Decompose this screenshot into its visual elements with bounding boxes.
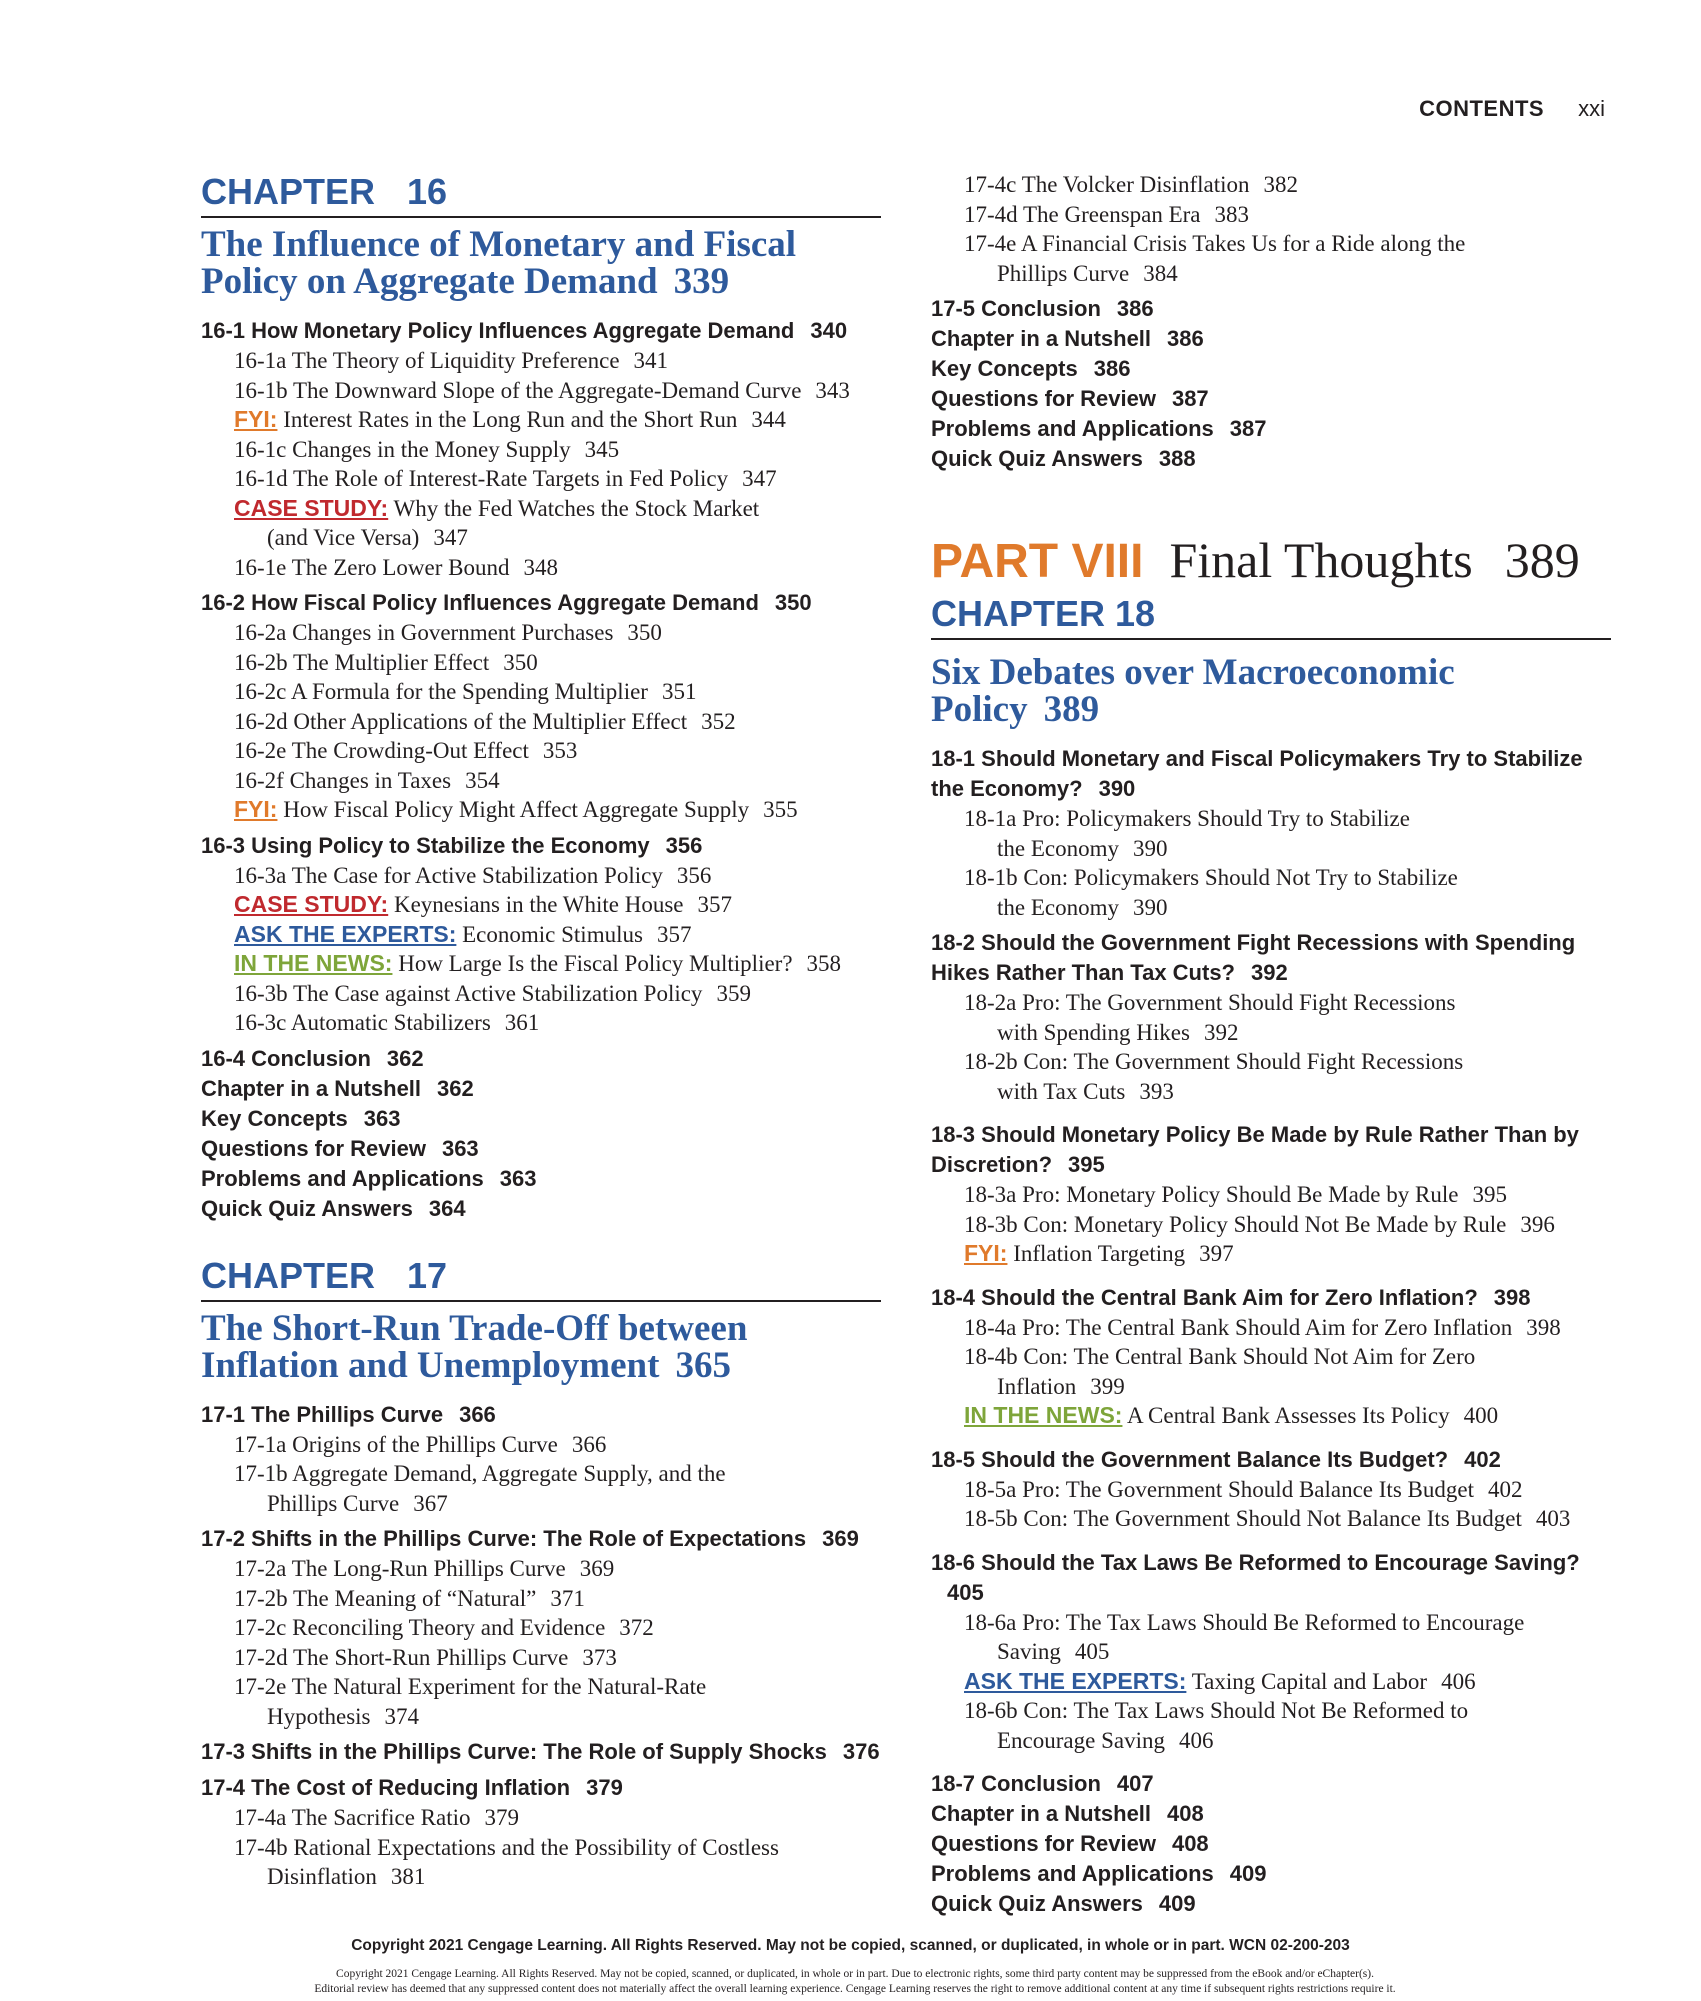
subsection-title: 18-3b Con: Monetary Policy Should Not Be Made by Rule [964, 1211, 1507, 1237]
toc-section[interactable] [201, 1737, 881, 1767]
toc-section[interactable] [931, 1445, 1611, 1475]
chapter-17-title[interactable] [201, 1307, 881, 1386]
page-number: 363 [441, 1135, 479, 1161]
rights-notice-line2: Editorial review has deemed that any suppressed content does not materially affect the overall learning experience. Cengage Learning reserves the right to remove additional content at any time if subsequent rights restrictions require it. [314, 1983, 1396, 1995]
toc-subsection[interactable] [201, 1554, 881, 1584]
page-number: 396 [1520, 1211, 1555, 1237]
section-title: 18-1 Should Monetary and Fiscal Policymakers Try to Stabilize [931, 746, 1583, 771]
page-number: 356 [665, 832, 703, 858]
ask-the-experts-tag: ASK THE EXPERTS: [234, 920, 457, 947]
header-title: CONTENTS [1419, 96, 1545, 121]
toc-subsection[interactable] [931, 1504, 1611, 1534]
page-number: 345 [584, 436, 620, 462]
section-title: 18-2 Should the Government Fight Recessions with Spending [931, 930, 1576, 955]
section-title: 16-3 Using Policy to Stabilize the Economy [201, 832, 650, 858]
toc-feature-in-the-news[interactable] [201, 949, 881, 979]
subsection-title: 16-2d Other Applications of the Multiplier Effect [234, 708, 688, 734]
subsection-title: 17-4c The Volcker Disinflation [964, 172, 1250, 197]
toc-subsection[interactable] [931, 1475, 1611, 1505]
toc-end-item[interactable] [931, 414, 1611, 444]
fyi-tag: FYI: [234, 796, 278, 822]
page-number: 363 [499, 1165, 537, 1191]
toc-subsection[interactable] [201, 435, 881, 465]
page-number: 395 [1472, 1182, 1507, 1207]
toc-end-item[interactable] [201, 1164, 881, 1194]
subsection-title: 16-3b The Case against Active Stabilization Policy [234, 980, 703, 1006]
toc-subsection[interactable] [931, 1210, 1611, 1240]
subsection-title-cont: Phillips Curve [997, 260, 1130, 286]
toc-subsection[interactable] [201, 736, 881, 766]
subsection-title: 17-4e A Financial Crisis Takes Us for a Ride along the [964, 231, 1466, 256]
chapter-16-label: CHAPTER 16 [201, 170, 881, 218]
subsection-title: 18-6a Pro: The Tax Laws Should Be Reformed to Encourage [964, 1609, 1525, 1635]
toc-subsection[interactable] [931, 1180, 1611, 1210]
chapter-18-title-line1: Six Debates over Macroeconomic [931, 652, 1455, 693]
subsection-title: 16-2b The Multiplier Effect [234, 649, 490, 675]
toc-subsection[interactable] [931, 229, 1611, 288]
page-number: 367 [413, 1490, 448, 1516]
page-number: 403 [1535, 1506, 1571, 1531]
page-number: 358 [806, 951, 842, 976]
toc-end-item[interactable] [201, 1104, 881, 1134]
page-number: 393 [1139, 1078, 1174, 1104]
toc-subsection[interactable] [201, 648, 881, 678]
subsection-title-cont: Inflation [997, 1373, 1077, 1399]
toc-subsection[interactable] [931, 1047, 1611, 1106]
subsection-title: 18-3a Pro: Monetary Policy Should Be Made by Rule [964, 1182, 1459, 1207]
chapter-16-title-line1: The Influence of Monetary and Fiscal [201, 224, 797, 265]
case-study-tag: CASE STUDY: [234, 891, 389, 917]
page-number: 388 [1158, 446, 1196, 471]
chapter-18-page: 389 [1043, 689, 1100, 730]
subsection-title: 16-2c A Formula for the Spending Multiplier [234, 679, 648, 704]
toc-feature-in-the-news[interactable] [931, 1401, 1611, 1431]
subsection-title-cont: Disinflation [267, 1864, 377, 1889]
feature-title: A Central Bank Assesses Its Policy [1126, 1403, 1450, 1428]
toc-section[interactable] [201, 831, 881, 861]
toc-subsection[interactable] [201, 1008, 881, 1038]
section-title: 17-3 Shifts in the Phillips Curve: The Role of Supply Shocks [201, 1739, 827, 1764]
page-number: 361 [504, 1010, 540, 1035]
subsection-title: 18-2a Pro: The Government Should Fight Recessions [964, 990, 1456, 1015]
copyright-notice: Copyright 2021 Cengage Learning. All Rights Reserved. May not be copied, scanned, or duplicated, in whole or in part. WCN 02-200-203 [351, 1937, 1350, 1954]
section-title-cont: Hikes Rather Than Tax Cuts? [931, 960, 1235, 985]
feature-title: Inflation Targeting [1013, 1241, 1186, 1266]
subsection-title: 16-3a The Case for Active Stabilization Policy [234, 862, 663, 888]
toc-subsection[interactable] [201, 1803, 881, 1833]
chapter-17-page: 365 [675, 1344, 731, 1386]
page-number: 362 [437, 1075, 474, 1101]
subsection-title: 17-1b Aggregate Demand, Aggregate Supply, and the [234, 1461, 726, 1486]
subsection-title: 18-2b Con: The Government Should Fight Recessions [964, 1049, 1464, 1074]
toc-end-item[interactable] [931, 384, 1611, 414]
subsection-title: 17-4b Rational Expectations and the Possibility of Costless [234, 1834, 779, 1860]
page-number: 356 [676, 862, 712, 888]
page-number: 354 [465, 767, 500, 793]
toc-end-item[interactable] [931, 1799, 1611, 1829]
end-item-title: Chapter in a Nutshell [931, 1801, 1152, 1826]
toc-subsection[interactable] [201, 1613, 881, 1643]
toc-subsection[interactable] [201, 707, 881, 737]
in-the-news-tag: IN THE NEWS: [234, 950, 393, 976]
page-number: 362 [386, 1045, 424, 1071]
page-number: 355 [763, 797, 798, 822]
page-number: 381 [390, 1864, 426, 1889]
page-number: 382 [1263, 172, 1299, 197]
feature-title-cont: (and Vice Versa) [267, 525, 420, 550]
page-number: 350 [503, 649, 538, 675]
subsection-title-cont: Encourage Saving [997, 1727, 1165, 1753]
page-number: 390 [1098, 776, 1136, 801]
chapter-18-title[interactable] [931, 654, 1611, 728]
end-item-title: Key Concepts [201, 1105, 348, 1131]
end-item-title: Chapter in a Nutshell [201, 1075, 422, 1101]
page-number: 364 [428, 1195, 466, 1221]
page-number: 374 [384, 1703, 419, 1729]
toc-subsection[interactable] [931, 1342, 1611, 1401]
page-number: 400 [1463, 1403, 1499, 1428]
page-number: 387 [1171, 386, 1209, 411]
page-number: 372 [619, 1615, 654, 1640]
toc-section[interactable] [931, 1120, 1611, 1180]
end-item-title: Quick Quiz Answers [201, 1195, 413, 1221]
subsection-title-cont: Hypothesis [267, 1703, 371, 1729]
page-number: 395 [1068, 1152, 1105, 1177]
page-number: 386 [1116, 296, 1154, 321]
page-number: 347 [433, 525, 468, 550]
toc-subsection[interactable] [201, 1833, 881, 1892]
subsection-title: 16-2a Changes in Government Purchases [234, 620, 614, 645]
end-item-title: Questions for Review [931, 1831, 1156, 1856]
toc-end-item[interactable] [201, 1134, 881, 1164]
toc-subsection[interactable] [931, 170, 1611, 200]
toc-subsection[interactable] [201, 1430, 881, 1460]
page-number: 350 [627, 620, 662, 645]
page-number: 357 [697, 892, 733, 917]
end-item-title: Questions for Review [931, 386, 1156, 411]
page-number: 390 [1133, 894, 1168, 920]
page-number: 387 [1229, 416, 1267, 441]
part-page: 389 [1504, 532, 1580, 588]
subsection-title: 17-2e The Natural Experiment for the Natural-Rate [234, 1674, 707, 1699]
subsection-title-cont: Phillips Curve [267, 1490, 400, 1516]
fyi-tag: FYI: [234, 406, 278, 432]
chapter-17-title-line1: The Short-Run Trade-Off between [201, 1307, 748, 1349]
page-number: 351 [661, 679, 697, 704]
subsection-title: 18-1a Pro: Policymakers Should Try to Stabilize [964, 806, 1410, 831]
toc-subsection[interactable] [931, 1313, 1611, 1343]
subsection-title-cont: the Economy [997, 894, 1119, 920]
section-title: 17-1 The Phillips Curve [201, 1401, 444, 1427]
feature-title: Taxing Capital and Labor [1191, 1668, 1428, 1694]
toc-feature-ask-the-experts[interactable] [201, 920, 881, 950]
toc-end-item[interactable] [931, 1859, 1611, 1889]
toc-feature-case-study[interactable] [201, 494, 881, 553]
toc-section[interactable] [931, 1769, 1611, 1799]
chapter-16-title[interactable] [201, 226, 881, 300]
end-item-title: Key Concepts [931, 356, 1078, 381]
subsection-title: 18-4b Con: The Central Bank Should Not Aim for Zero [964, 1344, 1476, 1369]
feature-title: Economic Stimulus [462, 921, 643, 947]
subsection-title: 16-1d The Role of Interest-Rate Targets in Fed Policy [234, 466, 729, 491]
page-number: 352 [701, 708, 736, 734]
page-number: 350 [774, 590, 812, 615]
case-study-tag: CASE STUDY: [234, 494, 389, 521]
toc-subsection[interactable] [201, 1584, 881, 1614]
toc-subsection[interactable] [201, 766, 881, 796]
subsection-title: 17-2c Reconciling Theory and Evidence [234, 1615, 606, 1640]
page-number: 340 [810, 318, 848, 343]
page-number: 390 [1133, 835, 1168, 861]
part-title: Final Thoughts [1169, 532, 1473, 588]
toc-feature-ask-the-experts[interactable] [931, 1667, 1611, 1697]
toc-section[interactable] [201, 1524, 881, 1554]
end-item-title: Quick Quiz Answers [931, 1891, 1143, 1916]
page-number: 357 [656, 921, 692, 947]
toc-section[interactable] [931, 928, 1611, 988]
header-page-number: xxi [1578, 96, 1605, 121]
toc-subsection[interactable] [931, 988, 1611, 1047]
page-number: 384 [1143, 260, 1178, 286]
feature-title: Keynesians in the White House [393, 892, 684, 917]
page-number: 379 [484, 1805, 520, 1830]
page-header [1419, 96, 1605, 122]
rights-notice [190, 1967, 1520, 1997]
feature-title: Why the Fed Watches the Stock Market [393, 495, 760, 521]
subsection-title-cont: with Tax Cuts [997, 1078, 1126, 1104]
toc-section[interactable] [931, 744, 1611, 804]
subsection-title-cont: Saving [997, 1639, 1061, 1664]
subsection-title: 18-6b Con: The Tax Laws Should Not Be Reformed to [964, 1698, 1469, 1723]
chapter-16-title-line2: Policy on Aggregate Demand [201, 261, 658, 302]
subsection-title: 18-5b Con: The Government Should Not Balance Its Budget [964, 1506, 1522, 1531]
toc-subsection[interactable] [201, 346, 881, 376]
page-number: 392 [1203, 1019, 1239, 1045]
end-item-title: Questions for Review [201, 1135, 426, 1161]
subsection-title: 16-1a The Theory of Liquidity Preference [234, 348, 620, 373]
page-number: 371 [550, 1585, 585, 1611]
toc-end-item[interactable] [201, 1194, 881, 1224]
toc-end-item[interactable] [201, 1074, 881, 1104]
section-title: 16-1 How Monetary Policy Influences Aggregate Demand [201, 318, 795, 343]
in-the-news-tag: IN THE NEWS: [964, 1402, 1123, 1428]
toc-subsection[interactable] [201, 464, 881, 494]
section-title: 18-4 Should the Central Bank Aim for Zero Inflation? [931, 1284, 1478, 1310]
toc-section[interactable] [201, 588, 881, 618]
page-number: 398 [1526, 1314, 1561, 1340]
page-number: 343 [815, 377, 850, 403]
subsection-title: 17-4a The Sacrifice Ratio [234, 1805, 471, 1830]
toc-subsection[interactable] [201, 1643, 881, 1673]
chapter-18-title-line2: Policy [931, 689, 1028, 730]
subsection-title: 16-2f Changes in Taxes [234, 767, 452, 793]
page-number: 359 [716, 980, 751, 1006]
toc-subsection[interactable] [201, 1459, 881, 1518]
page-number: 386 [1093, 356, 1131, 381]
section-title: 17-2 Shifts in the Phillips Curve: The Role of Expectations [201, 1526, 807, 1551]
toc-feature-case-study[interactable] [201, 890, 881, 920]
section-title: 16-4 Conclusion [201, 1045, 371, 1071]
subsection-title: 17-1a Origins of the Phillips Curve [234, 1431, 558, 1457]
subsection-title: 16-3c Automatic Stabilizers [234, 1010, 491, 1035]
page-number: 344 [751, 407, 786, 432]
subsection-title-cont: with Spending Hikes [997, 1019, 1190, 1045]
page-number: 366 [459, 1401, 496, 1427]
right-column [931, 170, 1611, 1919]
page-number: 392 [1251, 960, 1288, 985]
ask-the-experts-tag: ASK THE EXPERTS: [964, 1667, 1187, 1694]
page-number: 405 [947, 1579, 984, 1605]
page-number: 398 [1493, 1284, 1531, 1310]
page-number: 373 [582, 1644, 617, 1670]
feature-title: How Large Is the Fiscal Policy Multiplier? [398, 951, 793, 976]
left-column [201, 170, 881, 1892]
feature-title: Interest Rates in the Long Run and the Short Run [283, 407, 738, 432]
toc-feature-fyi[interactable] [201, 405, 881, 435]
end-item-title: Problems and Applications [931, 1861, 1214, 1886]
chapter-17-title-line2: Inflation and Unemployment [201, 1344, 660, 1386]
section-title: 18-6 Should the Tax Laws Be Reformed to Encourage Saving? [931, 1549, 1580, 1575]
section-title: 18-7 Conclusion [931, 1771, 1101, 1796]
part-label: PART VIII [931, 535, 1144, 588]
page-number: 347 [742, 466, 777, 491]
toc-subsection[interactable] [931, 804, 1611, 863]
toc-subsection[interactable] [931, 1696, 1611, 1755]
end-item-title: Quick Quiz Answers [931, 446, 1143, 471]
rights-notice-line1: Copyright 2021 Cengage Learning. All Rights Reserved. May not be copied, scanned, or duplicated, in whole or in part. Due to electronic rights, some third party content may be suppressed from the eBook and/or eChapter(s). [336, 1968, 1374, 1980]
toc-section[interactable] [931, 1548, 1611, 1608]
toc-subsection[interactable] [201, 618, 881, 648]
page-number: 409 [1229, 1861, 1267, 1886]
page-number: 402 [1464, 1446, 1501, 1472]
section-title-cont: the Economy? [931, 776, 1083, 801]
fyi-tag: FYI: [964, 1240, 1008, 1266]
page-number: 406 [1441, 1668, 1476, 1694]
subsection-title: 17-2d The Short-Run Phillips Curve [234, 1644, 569, 1670]
section-title-cont: Discretion? [931, 1152, 1053, 1177]
page-number: 366 [571, 1431, 607, 1457]
subsection-title: 17-4d The Greenspan Era [964, 201, 1201, 227]
section-title: 18-3 Should Monetary Policy Be Made by Rule Rather Than by [931, 1122, 1579, 1147]
toc-subsection[interactable] [931, 863, 1611, 922]
page-number: 386 [1167, 326, 1204, 351]
subsection-title: 16-1e The Zero Lower Bound [234, 554, 510, 580]
section-title: 17-5 Conclusion [931, 296, 1101, 321]
toc-subsection[interactable] [201, 1672, 881, 1731]
part-heading[interactable] [931, 530, 1611, 592]
toc-feature-fyi[interactable] [201, 795, 881, 825]
chapter-16-page: 339 [673, 261, 730, 302]
toc-section[interactable] [201, 316, 881, 346]
page-number: 402 [1487, 1476, 1523, 1502]
toc-subsection[interactable] [201, 979, 881, 1009]
section-title: 17-4 The Cost of Reducing Inflation [201, 1775, 571, 1800]
subsection-title: 18-5a Pro: The Government Should Balance Its Budget [964, 1476, 1474, 1502]
toc-subsection[interactable] [201, 553, 881, 583]
page-number: 369 [822, 1526, 859, 1551]
subsection-title: 17-2b The Meaning of “Natural” [234, 1585, 537, 1611]
toc-section[interactable] [201, 1400, 881, 1430]
subsection-title: 16-1c Changes in the Money Supply [234, 436, 571, 462]
page-number: 407 [1116, 1771, 1154, 1796]
section-title: 16-2 How Fiscal Policy Influences Aggregate Demand [201, 590, 759, 615]
subsection-title: 16-1b The Downward Slope of the Aggregate-Demand Curve [234, 377, 802, 403]
page-number: 383 [1214, 201, 1250, 227]
chapter-18-label: CHAPTER 18 [931, 592, 1611, 640]
toc-end-item[interactable] [931, 354, 1611, 384]
subsection-title: 18-1b Con: Policymakers Should Not Try to Stabilize [964, 865, 1458, 890]
toc-section[interactable] [201, 1773, 881, 1803]
toc-subsection[interactable] [931, 1608, 1611, 1667]
toc-section[interactable] [201, 1044, 881, 1074]
toc-subsection[interactable] [201, 677, 881, 707]
chapter-17-label: CHAPTER 17 [201, 1254, 881, 1302]
page-number: 376 [842, 1739, 880, 1764]
subsection-title: 18-4a Pro: The Central Bank Should Aim for Zero Inflation [964, 1314, 1513, 1340]
end-item-title: Chapter in a Nutshell [931, 326, 1152, 351]
toc-section[interactable] [931, 1283, 1611, 1313]
page-number: 397 [1199, 1241, 1234, 1266]
page-number: 408 [1171, 1831, 1209, 1856]
toc-subsection[interactable] [931, 200, 1611, 230]
subsection-title-cont: the Economy [997, 835, 1119, 861]
toc-section[interactable] [931, 294, 1611, 324]
end-item-title: Problems and Applications [931, 416, 1214, 441]
toc-end-item[interactable] [931, 1889, 1611, 1919]
page-number: 408 [1167, 1801, 1204, 1826]
subsection-title: 17-2a The Long-Run Phillips Curve [234, 1556, 566, 1581]
toc-feature-fyi[interactable] [931, 1239, 1611, 1269]
end-item-title: Problems and Applications [201, 1165, 484, 1191]
toc-subsection[interactable] [201, 376, 881, 406]
toc-end-item[interactable] [931, 444, 1611, 474]
page-number: 406 [1178, 1727, 1214, 1753]
page-number: 363 [363, 1105, 401, 1131]
page-number: 348 [523, 554, 558, 580]
subsection-title: 16-2e The Crowding-Out Effect [234, 738, 529, 763]
page-number: 369 [579, 1556, 615, 1581]
page-number: 409 [1158, 1891, 1196, 1916]
toc-end-item[interactable] [931, 324, 1611, 354]
page-number: 341 [633, 348, 669, 373]
page-number: 405 [1074, 1639, 1110, 1664]
page-number: 399 [1090, 1373, 1125, 1399]
toc-subsection[interactable] [201, 861, 881, 891]
section-title: 18-5 Should the Government Balance Its Budget? [931, 1446, 1449, 1472]
toc-end-item[interactable] [931, 1829, 1611, 1859]
feature-title: How Fiscal Policy Might Affect Aggregate Supply [283, 797, 750, 822]
page-number: 379 [586, 1775, 623, 1800]
page-number: 353 [542, 738, 578, 763]
